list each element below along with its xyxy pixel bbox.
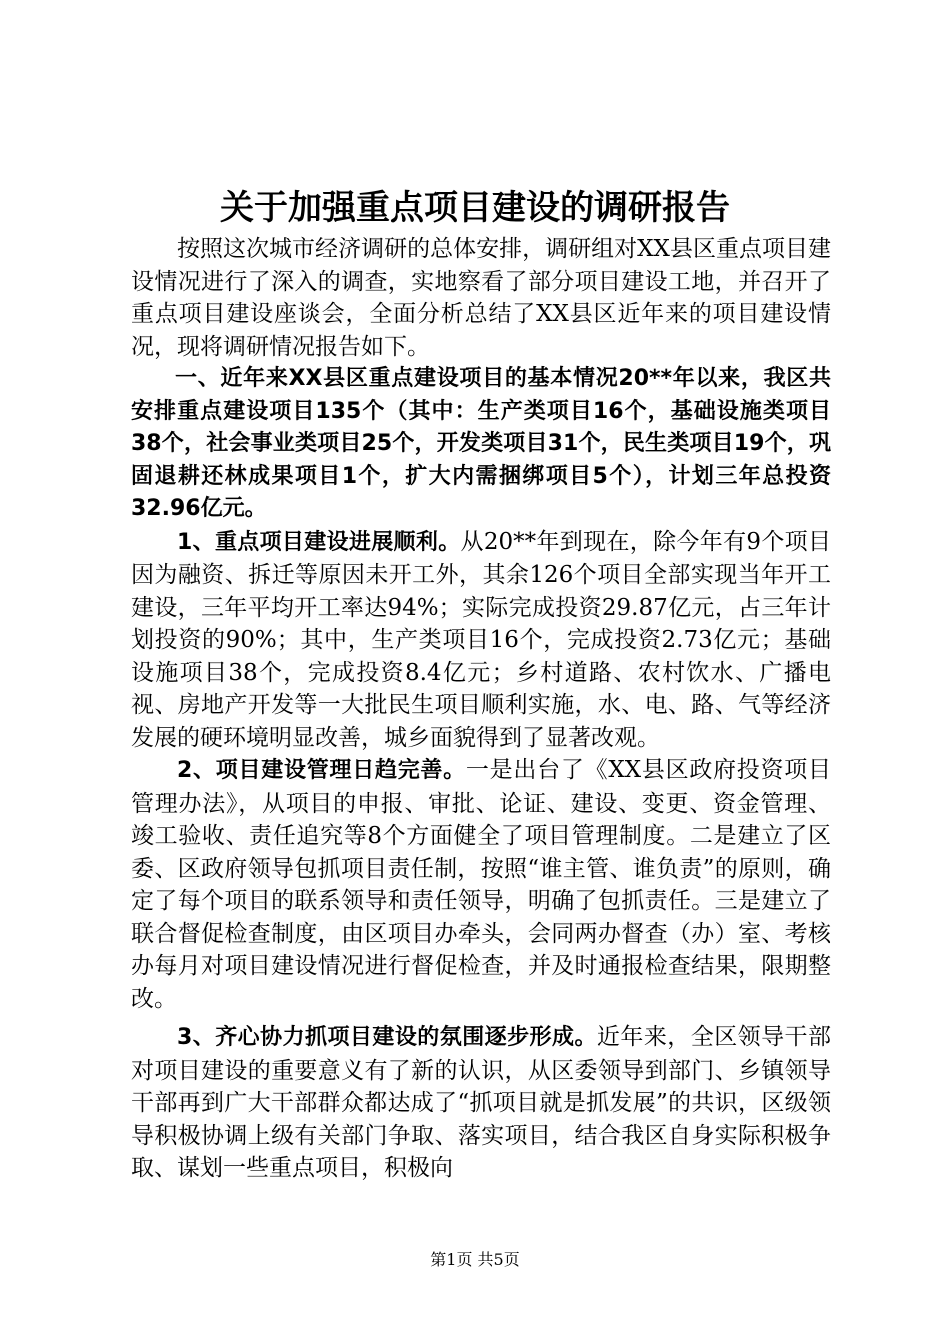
point-three-lead: 3、齐心协力抓项目建设的氛围逐步形成。: [177, 1025, 597, 1050]
point-two-paragraph: [131, 754, 831, 1015]
section-one-paragraph: 一、近年来XX县区重点建设项目的基本情况20**年以来，我区共安排重点建设项目135个（其中：生产类项目16个，基础设施类项目38个，社会事业类项目25个，开发类项目31个，民生类项目19个，巩固退耕还林成果项目1个，扩大内需捆绑项目5个），计划三年总投资32.96亿元。: [131, 366, 831, 521]
point-three-text: 近年来，全区领导干部对项目建设的重要意义有了新的认识，从区委领导到部门、乡镇领导干部再到广大干部群众都达成了“抓项目就是抓发展”的共识，区级领导积极协调上级有关部门争取、落实项目，结合我区自身实际积极争取、谋划一些重点项目，积极向: [131, 1024, 831, 1181]
document-title: 关于加强重点项目建设的调研报告: [220, 188, 730, 228]
document-body: [131, 233, 831, 1185]
point-two-text: 一是出台了《XX县区政府投资项目管理办法》，从项目的申报、审批、论证、建设、变更、资金管理、竣工验收、责任追究等8个方面健全了项目管理制度。二是建立了区委、区政府领导包抓项目责任制，按照“谁主管、谁负责”的原则，确定了每个项目的联系领导和责任领导，明确了包抓责任。三是建立了联合督促检查制度，由区项目办牵头，会同两办督查（办）室、考核办每月对项目建设情况进行督促检查，并及时通报检查结果，限期整改。: [131, 757, 832, 1012]
point-one-lead: 1、重点项目建设进展顺利。: [177, 529, 461, 555]
page-footer: 第1页 共5页: [430, 1250, 520, 1269]
point-one-paragraph: [131, 526, 831, 755]
point-three-paragraph: [131, 1021, 831, 1185]
point-one-text: 从20**年到现在，除今年有9个项目因为融资、拆迁等原因未开工外，其余126个项目全部实现当年开工建设，三年平均开工率达94%；实际完成投资29.87亿元，占三年计划投资的90%；其中，生产类项目16个，完成投资2.73亿元；基础设施项目38个，完成投资8.4亿元；乡村道路、农村饮水、广播电视、房地产开发等一大批民生项目顺利实施，水、电、路、气等经济发展的硬环境明显改善，城乡面貌得到了显著改观。: [131, 528, 832, 751]
intro-paragraph: 按照这次城市经济调研的总体安排，调研组对XX县区重点项目建设情况进行了深入的调查，实地察看了部分项目建设工地，并召开了重点项目建设座谈会，全面分析总结了XX县区近年来的项目建设情况，现将调研情况报告如下。: [131, 236, 831, 360]
point-two-lead: 2、项目建设管理日趋完善。: [177, 758, 466, 783]
